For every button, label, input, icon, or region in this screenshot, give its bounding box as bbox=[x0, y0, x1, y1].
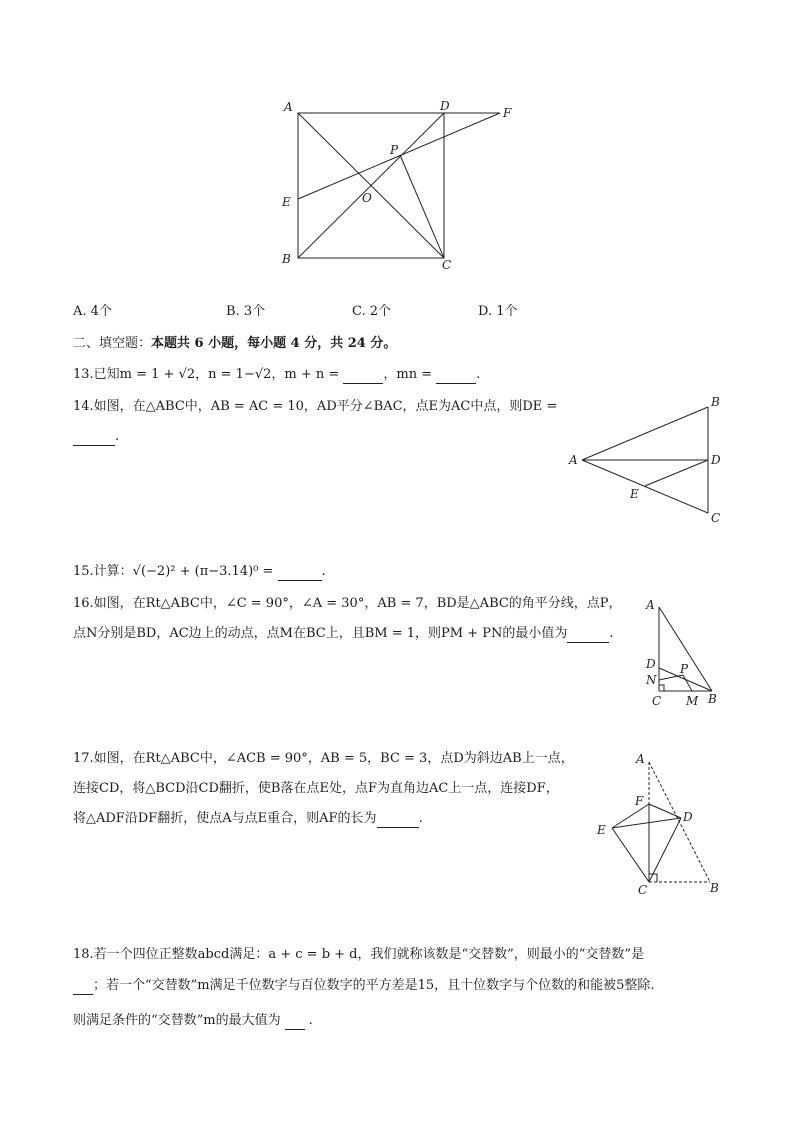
section-rest: 本题共 6 小题，每小题 4 分，共 24 分。 bbox=[151, 336, 397, 351]
square-figure bbox=[270, 95, 530, 275]
fig16-label-c: C bbox=[652, 694, 662, 708]
figure-17 bbox=[590, 748, 730, 900]
question-18-line3 bbox=[73, 1012, 313, 1030]
q18-text-3: 则满足条件的“交替数”m的最大值为 bbox=[73, 1013, 281, 1028]
fig17-label-a: A bbox=[636, 752, 645, 766]
label-c: C bbox=[442, 258, 452, 272]
label-o: O bbox=[362, 191, 372, 205]
fig17-label-c: C bbox=[638, 883, 648, 897]
fig16-label-m: M bbox=[686, 694, 699, 708]
question-16-line2 bbox=[73, 625, 614, 643]
q16-blank[interactable] bbox=[567, 628, 609, 643]
q15-blank[interactable] bbox=[278, 566, 322, 581]
question-17-line1: 17.如图，在Rt△ABC中，∠ACB = 90°，AB = 5，BC = 3，点D为斜边AB上一点， bbox=[73, 751, 574, 766]
question-17-line2: 连接CD，将△BCD沿CD翻折，使B落在点E处，点F为直角边AC上一点，连接DF， bbox=[73, 781, 559, 796]
q17-blank[interactable] bbox=[377, 813, 419, 828]
question-14-line2 bbox=[73, 428, 119, 446]
fig16-label-a: A bbox=[646, 598, 655, 612]
question-18-line1: 18.若一个四位正整数abcd满足：a + c = b + d，我们就称该数是“交替数”，则最小的“交替数”是 bbox=[73, 947, 645, 962]
question-16-line1: 16.如图，在Rt△ABC中，∠C = 90°，∠A = 30°，AB = 7，BD是△ABC的角平分线，点P， bbox=[73, 596, 622, 611]
figure-16 bbox=[640, 595, 730, 710]
choice-c: C. 2个 bbox=[352, 304, 392, 319]
choice-a: A. 4个 bbox=[73, 304, 112, 319]
fig14-label-c: C bbox=[711, 511, 721, 525]
label-b: B bbox=[282, 252, 291, 266]
label-f: F bbox=[503, 106, 512, 120]
q16-end: . bbox=[609, 626, 614, 641]
q14-end: . bbox=[115, 429, 120, 444]
fig14-label-b: B bbox=[711, 395, 720, 409]
fig17-label-b: B bbox=[710, 881, 719, 895]
q13-blank-2[interactable] bbox=[436, 369, 476, 384]
line-ef bbox=[298, 113, 500, 199]
fig16-label-n: N bbox=[646, 673, 657, 687]
q17-text: 将△ADF沿DF翻折，使点A与点E重合，则AF的长为 bbox=[73, 811, 377, 826]
q18-end: . bbox=[308, 1013, 313, 1028]
figure-14 bbox=[565, 390, 735, 530]
q16-text: 点N分别是BD，AC边上的动点，点M在BC上，且BM = 1，则PM + PN的最小值为 bbox=[73, 626, 568, 641]
choice-b: B. 3个 bbox=[226, 304, 266, 319]
fig16-label-d: D bbox=[646, 657, 656, 671]
fig17-label-e: E bbox=[597, 823, 606, 837]
q18-blank-2[interactable] bbox=[285, 1015, 305, 1030]
section-lead: 二、填空题： bbox=[73, 336, 152, 351]
q17-end: . bbox=[418, 811, 423, 826]
label-a: A bbox=[284, 100, 293, 114]
fig16-label-b: B bbox=[708, 692, 717, 706]
q13-text-a: 13.已知m = 1 + √2，n = 1−√2，m + n = bbox=[73, 367, 344, 382]
fig14-label-a: A bbox=[569, 453, 578, 467]
q18-text-2: ；若一个“交替数”m满足千位数字与百位数字的平方差是15，且十位数字与个位数的和能被5整除. bbox=[93, 978, 655, 993]
question-13 bbox=[73, 366, 480, 384]
q15-end: . bbox=[321, 564, 326, 579]
fig17-label-d: D bbox=[683, 810, 693, 824]
segment-pc bbox=[400, 155, 444, 258]
label-e: E bbox=[282, 195, 291, 209]
fig14-label-d: D bbox=[711, 453, 721, 467]
q14-blank[interactable] bbox=[73, 431, 115, 446]
q13-blank-1[interactable] bbox=[343, 369, 383, 384]
choice-d: D. 1个 bbox=[478, 304, 518, 319]
q15-text: 15.计算：√(−2)² + (π−3.14)⁰ = bbox=[73, 564, 278, 579]
label-d: D bbox=[440, 99, 450, 113]
label-p: P bbox=[390, 143, 399, 157]
q18-blank-1[interactable] bbox=[73, 980, 93, 995]
question-14-line1: 14.如图，在△ABC中，AB = AC = 10，AD平分∠BAC，点E为AC中点，则DE = bbox=[73, 399, 558, 414]
question-18-line2 bbox=[73, 977, 655, 995]
section-header bbox=[73, 335, 396, 353]
fig17-label-f: F bbox=[635, 794, 644, 808]
q13-text-c: . bbox=[476, 367, 481, 382]
fig14-label-e: E bbox=[630, 487, 639, 501]
question-17-line3 bbox=[73, 810, 423, 828]
question-15 bbox=[73, 563, 326, 581]
fig16-label-p: P bbox=[680, 662, 689, 676]
q13-text-b: ，mn = bbox=[383, 367, 437, 382]
